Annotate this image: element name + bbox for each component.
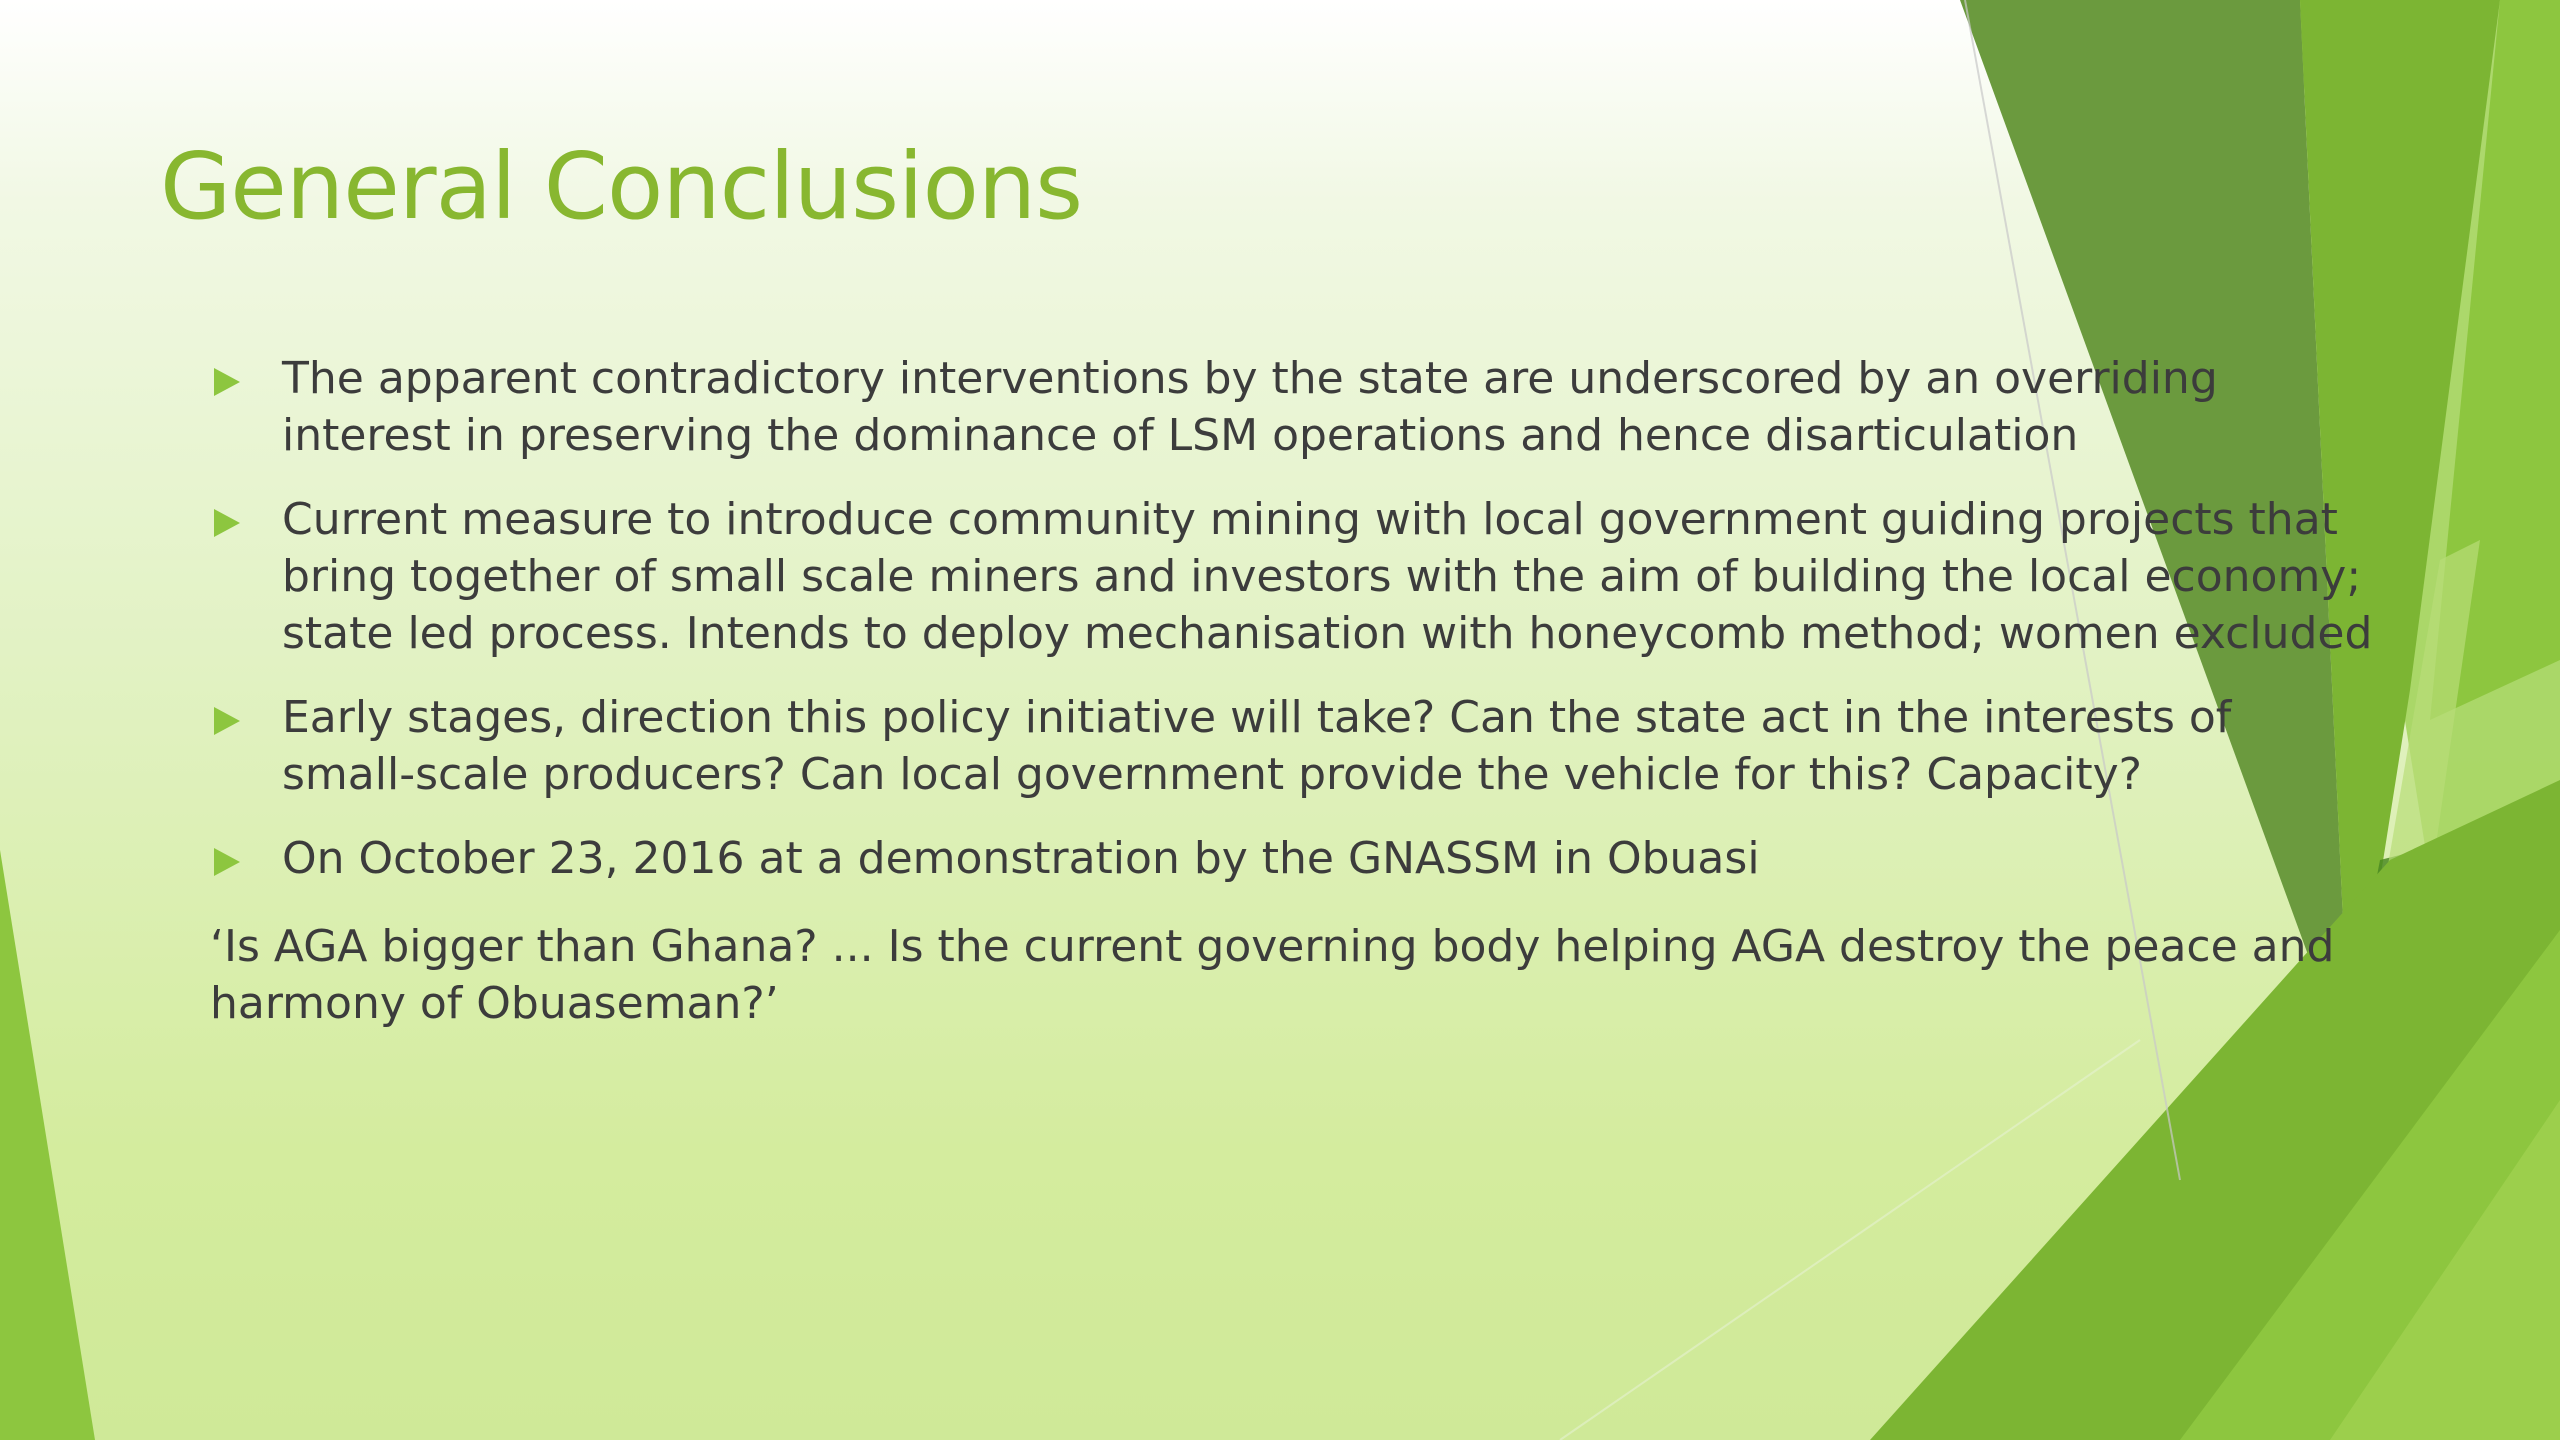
bullet-item bbox=[210, 350, 2390, 464]
triangle-bullet-icon bbox=[214, 368, 240, 396]
bullet-text-line: Current measure to introduce community mining with local government guiding projects that bbox=[282, 494, 2338, 545]
bullet-text-line: Early stages, direction this policy initiative will take? Can the state act in the interests of bbox=[282, 692, 2232, 743]
bullet-text-line: On October 23, 2016 at a demonstration by the GNASSM in Obuasi bbox=[282, 833, 1760, 884]
slide-title: General Conclusions bbox=[160, 133, 1083, 240]
bullet-text-line: bring together of small scale miners and investors with the aim of building the local economy; bbox=[282, 551, 2362, 602]
closing-quote bbox=[210, 918, 2410, 1032]
left-facet bbox=[0, 850, 95, 1440]
quote-line: ‘Is AGA bigger than Ghana? ... Is the current governing body helping AGA destroy the peace and bbox=[210, 921, 2335, 972]
triangle-bullet-icon bbox=[214, 509, 240, 537]
bullet-text-line: state led process. Intends to deploy mechanisation with honeycomb method; women excluded bbox=[282, 608, 2373, 659]
bullet-item bbox=[210, 689, 2390, 803]
bullet-list bbox=[210, 350, 2390, 914]
triangle-bullet-icon bbox=[214, 707, 240, 735]
bullet-text-line: small-scale producers? Can local government provide the vehicle for this? Capacity? bbox=[282, 749, 2142, 800]
bullet-item bbox=[210, 830, 2390, 887]
bullet-text-line: The apparent contradictory interventions by the state are underscored by an overriding bbox=[282, 353, 2218, 404]
triangle-bullet-icon bbox=[214, 848, 240, 876]
bullet-item bbox=[210, 491, 2390, 662]
bullet-text-line: interest in preserving the dominance of LSM operations and hence disarticulation bbox=[282, 410, 2079, 461]
quote-line: harmony of Obuaseman?’ bbox=[210, 978, 779, 1029]
